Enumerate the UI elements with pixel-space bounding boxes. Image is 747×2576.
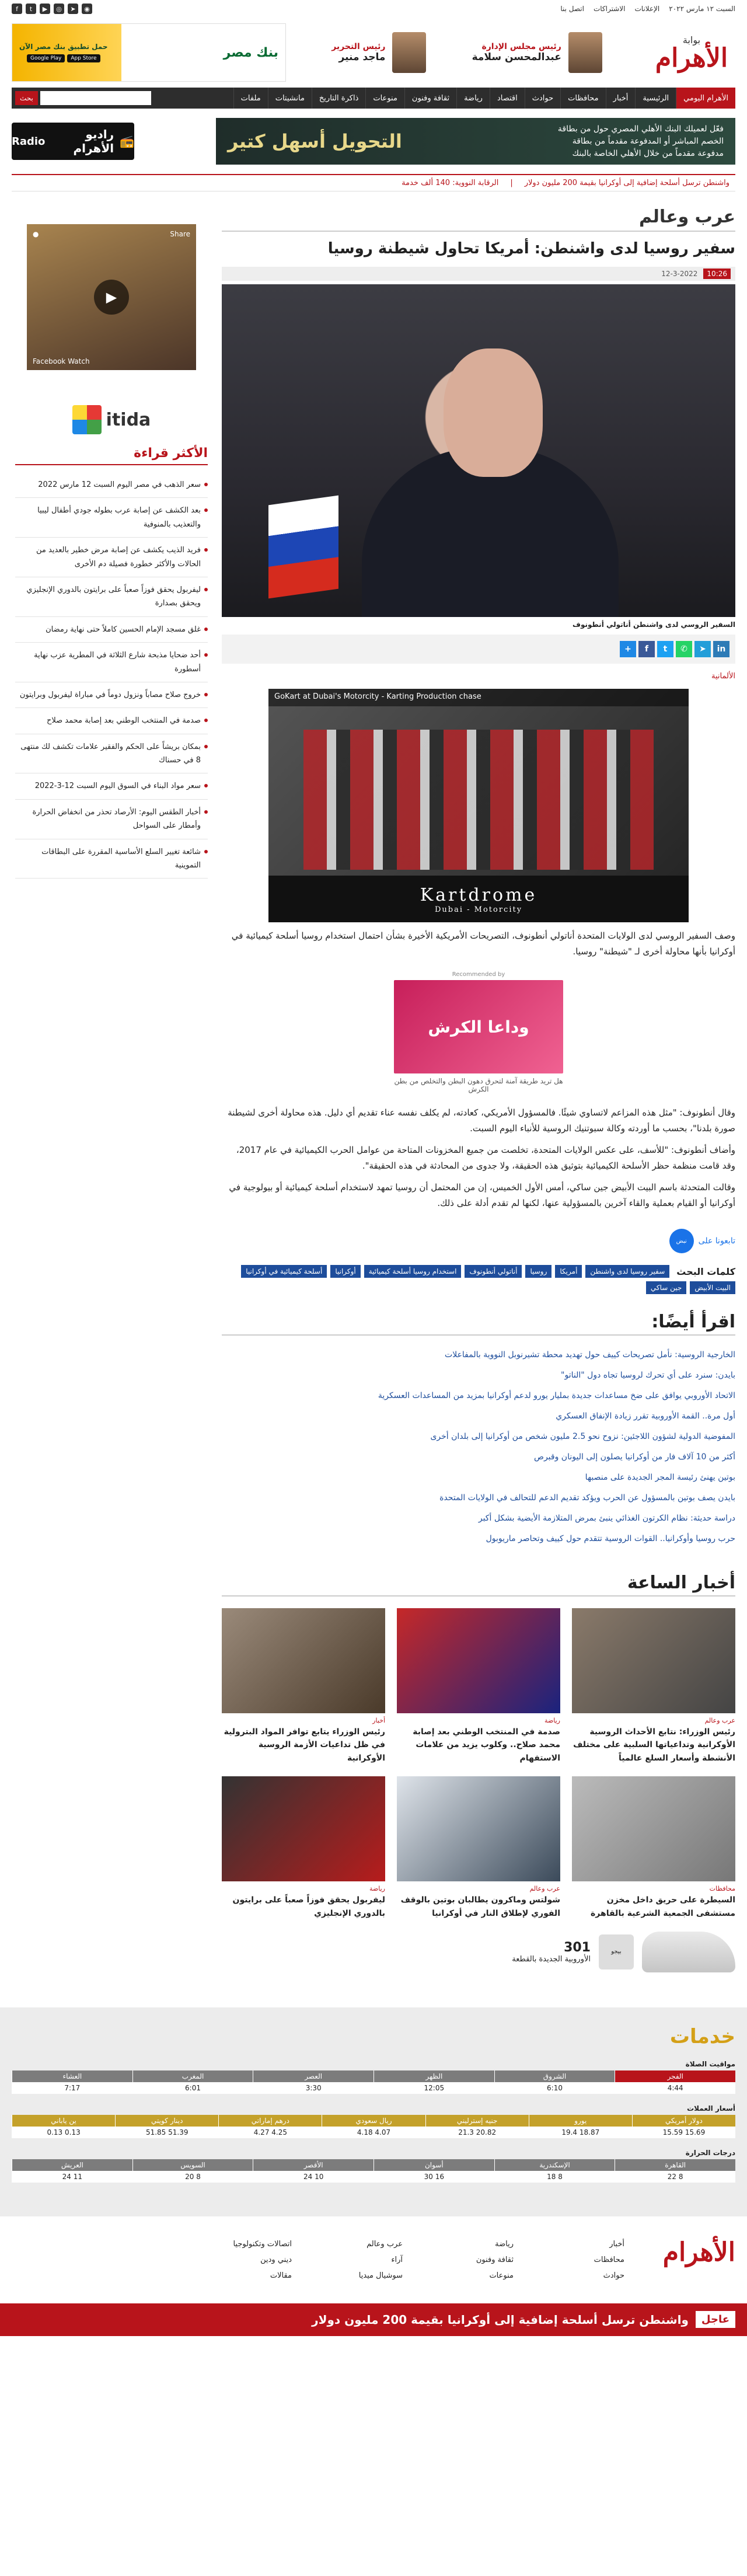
news-thumb bbox=[222, 1608, 385, 1713]
prayer-value: 12:05 bbox=[374, 2082, 494, 2094]
currency-head: جنيه إسترليني bbox=[425, 2115, 529, 2127]
urgent-label: عاجل bbox=[696, 2311, 735, 2328]
most-read-item[interactable]: خروج صلاح مصاباً ونزول دوماً في مباراة ليفربول وبرايتون bbox=[15, 682, 208, 708]
car-image bbox=[642, 1932, 735, 1972]
prayer-title: مواقيت الصلاة bbox=[685, 2059, 735, 2068]
temp-head: العريش bbox=[12, 2159, 132, 2171]
urgent-bar bbox=[0, 2303, 747, 2336]
site-header bbox=[12, 18, 735, 88]
urgent-news-link[interactable]: واشنطن ترسل أسلحة إضافية إلى أوكرانيا بقيمة 200 مليون دولار bbox=[312, 2312, 689, 2327]
contact-link[interactable]: اتصل بنا bbox=[560, 5, 584, 13]
article-paragraph: وقال أنطونوف: "مثل هذه المزاعم لاتساوي شيئًا. فالمسؤول الأمريكي، كعادته، لم يكلف نفسه عناء تقديم أي دليل. هذه محاولة أخرى لشيطنة صورة بلدنا"، بحسب ما أوردته وكالة سبوتنيك الروسية للأنباء اليوم السبت. bbox=[228, 1107, 735, 1134]
editor-name: ماجد منير bbox=[338, 51, 386, 63]
twitter-icon[interactable]: t bbox=[26, 4, 36, 14]
news-card-section: رياضة bbox=[544, 1717, 560, 1724]
most-read-item[interactable]: أخبار الطقس اليوم: الأرصاد تحذر من انخفاض الحرارة وأمطار على السواحل bbox=[15, 800, 208, 839]
news-card[interactable] bbox=[572, 1608, 735, 1765]
ad-text: حمل تطبيق بنك مصر الآن bbox=[19, 43, 108, 51]
read-also-title: اقرأ أيضًا: bbox=[222, 1312, 735, 1336]
search-input[interactable] bbox=[40, 91, 151, 105]
radio-icon: 📻 bbox=[120, 134, 134, 148]
play-icon[interactable]: ▶ bbox=[94, 280, 129, 315]
nav-culture[interactable]: ثقافة وفنون bbox=[404, 88, 456, 109]
news-card-section: أخبار bbox=[372, 1717, 385, 1724]
facebook-video-widget[interactable] bbox=[27, 224, 196, 370]
temp-value: 11 24 bbox=[12, 2171, 132, 2183]
temp-value: 10 24 bbox=[253, 2171, 374, 2183]
most-read-item[interactable]: سعر الذهب في مصر اليوم السبت 12 مارس 2022 bbox=[15, 472, 208, 498]
currency-value: 4.07 4.18 bbox=[322, 2127, 425, 2138]
prayer-head: الظهر bbox=[374, 2070, 494, 2082]
nav-governorates[interactable]: محافظات bbox=[560, 88, 605, 109]
currency-head: دولار أمريكي bbox=[632, 2115, 735, 2127]
nav-headlines[interactable]: مانشيتات bbox=[268, 88, 312, 109]
most-read-item[interactable]: فريد الذيب يكشف عن إصابة مرض خطير بالعديد من الحالات والأكثر خطورة فصيلة دم الأخرى bbox=[15, 538, 208, 577]
news-hour-title: أخبار الساعة bbox=[222, 1573, 735, 1597]
article-date: 12-3-2022 bbox=[661, 270, 698, 278]
read-also-link[interactable]: المفوضية الدولية لشؤون اللاجئين: نزوح نحو 2.5 مليون شخص من أوكرانيا إلى بلدان أخرى bbox=[430, 1432, 735, 1441]
most-read-item[interactable]: غلق مسجد الإمام الحسين كاملاً حتى نهاية رمضان bbox=[15, 617, 208, 643]
video-title: GoKart at Dubai's Motorcity - Karting Production chase bbox=[268, 689, 689, 706]
peugeot-ad[interactable] bbox=[222, 1932, 735, 1972]
keyword-tag[interactable]: البيت الأبيض bbox=[690, 1281, 735, 1294]
fb-avatar-icon: ● bbox=[33, 230, 39, 238]
news-card-section: عرب وعالم bbox=[704, 1717, 735, 1724]
keyword-tag[interactable]: سفير روسيا لدى واشنطن bbox=[585, 1265, 669, 1278]
news-thumb bbox=[397, 1608, 560, 1713]
news-thumb bbox=[222, 1776, 385, 1881]
instagram-icon[interactable]: ◎ bbox=[54, 4, 64, 14]
nav-ahram-daily[interactable]: الأهرام اليومي bbox=[676, 88, 735, 109]
share-bar bbox=[222, 635, 735, 664]
footer-logo[interactable]: الأهرام bbox=[662, 2237, 735, 2267]
prayer-value: 6:01 bbox=[132, 2082, 253, 2094]
date-text: السبت ١٢ مارس ٢٠٢٢ bbox=[669, 5, 735, 13]
google-play-badge: Google Play bbox=[27, 54, 65, 62]
most-read-item[interactable]: صدمة في المنتخب الوطني بعد إصابة محمد صلاح bbox=[15, 708, 208, 734]
site-logo[interactable]: بوابة الأهرام bbox=[655, 34, 728, 73]
footer-link[interactable]: رياضة bbox=[495, 2239, 514, 2249]
temp-value: 8 22 bbox=[615, 2171, 735, 2183]
app-store-badge: App Store bbox=[67, 54, 100, 62]
currency-value: 18.87 19.4 bbox=[529, 2127, 632, 2138]
footer-link[interactable]: آراء bbox=[391, 2255, 403, 2264]
linkedin-share-icon[interactable]: in bbox=[713, 641, 729, 657]
read-also-link[interactable]: بايدن يصف بوتين بالمسؤول عن الحرب ويؤكد تقديم الدعم للتحالف في الولايات المتحدة bbox=[439, 1493, 735, 1503]
nav-history[interactable]: ذاكرة التاريخ bbox=[312, 88, 365, 109]
most-read-item[interactable]: بعد الكشف عن إصابة عرب بطوله جودي أطفال ليبيا والتعذيب بالمنوفية bbox=[15, 498, 208, 538]
keyword-tag[interactable]: أسلحة كيميائية في أوكرانيا bbox=[241, 1265, 327, 1278]
news-card-title: ليفربول يحقق فوزاً صعباً على برايتون بالدوري الإنجليزي bbox=[232, 1895, 385, 1918]
article-hero-image bbox=[222, 284, 735, 617]
nav-home[interactable]: الرئيسية bbox=[635, 88, 676, 109]
telegram-icon[interactable]: ➤ bbox=[68, 4, 78, 14]
ads-link[interactable]: الإعلانات bbox=[634, 5, 660, 13]
prayer-head: المغرب bbox=[132, 2070, 253, 2082]
news-card-section: عرب وعالم bbox=[529, 1885, 560, 1893]
news-card-title: رئيس الوزراء يتابع توافر المواد البترولية في ظل تداعيات الأزمة الروسية الأوكرانية bbox=[224, 1727, 385, 1763]
footer-link[interactable]: ديني ودين bbox=[260, 2255, 292, 2264]
temp-title: درجات الحرارة bbox=[685, 2148, 735, 2157]
search-button[interactable]: بحث bbox=[15, 91, 38, 105]
article-meta bbox=[222, 267, 735, 281]
image-caption: السفير الروسي لدى واشنطن أناتولي أنطونوف bbox=[573, 621, 735, 629]
ticker-item[interactable]: واشنطن ترسل أسلحة إضافية إلى أوكرانيا بقيمة 200 مليون دولار bbox=[524, 179, 729, 187]
article-title: سفير روسيا لدى واشنطن: أمريكا تحاول شيطنة روسيا bbox=[327, 240, 735, 257]
nbe-ad-line-2: الخصم المباشر أو المدفوعة مقدماً من بطاقة bbox=[572, 136, 724, 146]
video-sub: Dubai - Motorcity bbox=[434, 905, 523, 914]
footer-link[interactable]: مقالات bbox=[270, 2271, 292, 2280]
services-section bbox=[0, 2007, 747, 2216]
keyword-tag[interactable]: أناتولي أنطونوف bbox=[465, 1265, 522, 1278]
news-card[interactable] bbox=[222, 1776, 385, 1920]
facebook-icon[interactable]: f bbox=[12, 4, 22, 14]
nbe-ad[interactable] bbox=[216, 118, 735, 165]
keywords bbox=[222, 1265, 735, 1294]
currency-head: يورو bbox=[529, 2115, 632, 2127]
currency-value: 15.69 15.59 bbox=[632, 2127, 735, 2138]
inline-ad[interactable] bbox=[394, 971, 563, 1093]
footer-link[interactable]: منوعات bbox=[489, 2271, 514, 2280]
editor-role: رئيس التحرير bbox=[331, 42, 386, 51]
more-share-icon[interactable]: + bbox=[620, 641, 636, 657]
footer-link[interactable]: ثقافة وفنون bbox=[476, 2255, 514, 2264]
news-card-title: شولتس وماكرون يطالبان بوتين بالوقف الفوري لإطلاق النار في أوكرانيا bbox=[400, 1895, 560, 1918]
chairman-name: عبدالمحسن سلامة bbox=[472, 51, 561, 63]
nabd-button[interactable]: نبض bbox=[669, 1229, 694, 1253]
keyword-tag[interactable]: جين ساكي bbox=[646, 1281, 686, 1294]
news-ticker: واشنطن ترسل أسلحة إضافية إلى أوكرانيا بقيمة 200 مليون دولار | الرقابة النووية: 140 ألف خدمة bbox=[12, 174, 735, 191]
currency-head: ين ياباني bbox=[12, 2115, 115, 2127]
currency-head: درهم إماراتي bbox=[218, 2115, 322, 2127]
fb-watch-label: Facebook Watch bbox=[33, 357, 90, 365]
main-column bbox=[222, 207, 735, 1984]
news-card[interactable] bbox=[572, 1776, 735, 1920]
embedded-video[interactable] bbox=[268, 689, 689, 922]
currency-title: أسعار العملات bbox=[687, 2104, 735, 2113]
temp-value: 8 20 bbox=[132, 2171, 253, 2183]
currency-rates bbox=[12, 2104, 735, 2138]
nbe-ad-line-1: فعّل لعميلك البنك الأهلي المصري حول من بطاقة bbox=[557, 124, 724, 134]
bank-misr-ad[interactable] bbox=[12, 23, 286, 82]
news-card[interactable] bbox=[397, 1776, 560, 1920]
facebook-share-icon[interactable]: f bbox=[638, 641, 655, 657]
temp-head: الإسكندرية bbox=[494, 2159, 615, 2171]
temp-value: 16 30 bbox=[374, 2171, 494, 2183]
ad-label: Recommended by bbox=[452, 971, 505, 978]
footer-link[interactable]: اتصالات وتكنولوجيا bbox=[233, 2239, 292, 2249]
twitter-share-icon[interactable]: t bbox=[657, 641, 673, 657]
keyword-tag[interactable]: أمريكا bbox=[555, 1265, 582, 1278]
section-title[interactable]: عرب وعالم bbox=[222, 207, 735, 232]
read-also-link[interactable]: بوتين يهنئ رئيسة المجر الجديدة على منصبها bbox=[585, 1473, 735, 1482]
read-also-link[interactable]: حرب روسيا وأوكرانيا.. القوات الروسية تتقدم حول كييف وتحاصر ماريوبول bbox=[486, 1534, 735, 1543]
prayer-value: 4:44 bbox=[615, 2082, 735, 2094]
itida-label: itida bbox=[106, 409, 151, 430]
subscriptions-link[interactable]: الاشتراكات bbox=[593, 5, 626, 13]
temp-head: الأقصر bbox=[253, 2159, 374, 2171]
read-also-link[interactable]: أول مرة.. القمة الأوروبية تقرر زيادة الإنفاق العسكري bbox=[556, 1411, 735, 1421]
peugeot-logo: بيجو bbox=[599, 1934, 634, 1970]
chairman-photo bbox=[568, 32, 602, 73]
news-thumb bbox=[572, 1776, 735, 1881]
chairman-role: رئيس مجلس الإدارة bbox=[481, 42, 561, 51]
itida-ad[interactable] bbox=[15, 393, 208, 446]
read-also-link[interactable]: دراسة حديثة: نظام الكرتون الغذائي ينبئ بمرض المتلازمة الأيضية بشكل أكبر bbox=[478, 1514, 735, 1523]
most-read-item[interactable]: بمكان بريشاً على الحكم والفقير علامات تكشف لك منتهى 8 في حسناك bbox=[15, 734, 208, 774]
most-read-item[interactable]: أحد ضحايا مذبحة شارع الثلاثة في المطرية عزب نهاية أسطورة bbox=[15, 643, 208, 682]
follow-text: تابعونا على bbox=[698, 1236, 735, 1246]
most-read-title: الأكثر قراءة bbox=[15, 446, 208, 465]
nav-sports[interactable]: رياضة bbox=[456, 88, 490, 109]
prayer-value: 6:10 bbox=[494, 2082, 615, 2094]
site-footer bbox=[12, 2216, 735, 2303]
news-card[interactable] bbox=[397, 1608, 560, 1765]
sidebar bbox=[15, 207, 208, 879]
footer-link[interactable]: حوادث bbox=[603, 2271, 624, 2280]
read-also-link[interactable]: بايدن: سنرد على أي تحرك لروسيا تجاه دول "الناتو" bbox=[561, 1371, 735, 1380]
footer-link[interactable]: محافظات bbox=[594, 2255, 624, 2264]
read-also bbox=[222, 1312, 735, 1549]
temp-head: أسوان bbox=[374, 2159, 494, 2171]
temp-value: 8 18 bbox=[494, 2171, 615, 2183]
ad-caption: هل تريد طريقة آمنة لتحرق دهون البطن والتخلص من بطن الكرش bbox=[394, 1077, 563, 1093]
russian-flag bbox=[268, 496, 338, 599]
prayer-times bbox=[12, 2060, 735, 2094]
prayer-head: الشروق bbox=[494, 2070, 615, 2082]
radio-ahram-button[interactable] bbox=[12, 123, 134, 160]
read-also-link[interactable]: الخارجية الروسية: نأمل تصريحات كييف حول تهديد محطة تشيرنوبل النووية بالمفاعلات bbox=[445, 1350, 735, 1360]
currency-head: دينار كويتي bbox=[115, 2115, 218, 2127]
rss-icon[interactable]: ◉ bbox=[82, 4, 92, 14]
news-card-title: السيطرة على حريق داخل مخزن مستشفى الجمعية الشرعية بالقاهرة bbox=[591, 1895, 735, 1918]
car-sub: الأوروبية الجديدة بالقطعة bbox=[512, 1954, 591, 1964]
keyword-tag[interactable]: أوكرانيا bbox=[330, 1265, 360, 1278]
whatsapp-share-icon[interactable]: ✆ bbox=[676, 641, 692, 657]
nbe-ad-line-3: مدفوعة مقدماً من خلال الأهلي الخاصة بالبنك bbox=[572, 148, 724, 158]
services-title: خدمات bbox=[669, 2024, 735, 2048]
keywords-title: كلمات البحث bbox=[676, 1266, 735, 1277]
chairman-box bbox=[472, 32, 602, 73]
most-read-item[interactable]: شائعة تغيير السلع الأساسية المقررة على البطاقات التموينية bbox=[15, 839, 208, 879]
most-read bbox=[15, 446, 208, 879]
nbe-ad-headline: التحويل أسهل كتير bbox=[228, 130, 402, 152]
most-read-item[interactable]: سعر مواد البناء في السوق اليوم السبت 12-3-2022 bbox=[15, 773, 208, 799]
car-model: 301 bbox=[564, 1940, 591, 1955]
article-time: 10:26 bbox=[703, 269, 731, 279]
banner-row bbox=[12, 113, 735, 169]
temp-head: السويس bbox=[132, 2159, 253, 2171]
nav-news[interactable]: أخبار bbox=[606, 88, 636, 109]
main-nav bbox=[12, 88, 735, 109]
ad-brand: بنك مصر bbox=[223, 45, 279, 60]
prayer-head: العشاء bbox=[12, 2070, 132, 2082]
ad-image: وداعا الكرش bbox=[394, 980, 563, 1073]
nav-accidents[interactable]: حوادث bbox=[525, 88, 560, 109]
prayer-head: العصر bbox=[253, 2070, 374, 2082]
search-box bbox=[15, 91, 151, 105]
nav-files[interactable]: ملفات bbox=[233, 88, 268, 109]
editor-box bbox=[331, 32, 426, 73]
news-hour bbox=[222, 1573, 735, 1972]
follow-us bbox=[222, 1229, 735, 1253]
currency-value: 20.82 21.3 bbox=[425, 2127, 529, 2138]
video-brand: Kartdrome bbox=[420, 885, 537, 905]
footer-link[interactable]: سوشيال ميديا bbox=[358, 2271, 403, 2280]
prayer-value: 3:30 bbox=[253, 2082, 374, 2094]
keyword-tag[interactable]: استخدام روسيا أسلحة كيميائية bbox=[364, 1265, 462, 1278]
news-thumb bbox=[397, 1776, 560, 1881]
temp-head: القاهرة bbox=[615, 2159, 735, 2171]
nav-economy[interactable]: اقتصاد bbox=[490, 88, 525, 109]
news-card-section: رياضة bbox=[369, 1885, 385, 1893]
temperatures bbox=[12, 2149, 735, 2183]
source-tag: الألمانية bbox=[711, 672, 735, 681]
news-card-title: رئيس الوزراء: نتابع الأحداث الروسية الأوكرانية وتداعياتها السلبية على مختلف الأنشطة وأسعار السلع عالمياً bbox=[573, 1727, 735, 1763]
currency-value: 4.25 4.27 bbox=[218, 2127, 322, 2138]
news-card[interactable] bbox=[222, 1608, 385, 1765]
fb-share[interactable]: Share bbox=[170, 230, 190, 238]
article-paragraph: وقالت المتحدثة باسم البيت الأبيض جين ساكي، أمس الأول الخميس، إن من المحتمل أن روسيا تمهد لاستخدام أسلحة كيميائية أو بيولوجية في أوكرانيا أو القيام بعملية والقاء آخرين بالمسؤولية عنها، لكنها لم تقدم أدلة على ذلك. bbox=[229, 1182, 735, 1208]
top-strip bbox=[12, 0, 735, 18]
article-paragraph: وصف السفير الروسي لدى الولايات المتحدة أناتولي أنطونوف، التصريحات الأمريكية الأخيرة بشأن احتمال استخدام روسيا أسلحة كيميائية في أوكرانيا بأنها محاولة أخرى لـ "شيطنة" روسيا. bbox=[231, 930, 735, 957]
radio-label-ar: راديو الأهرام bbox=[73, 127, 114, 155]
currency-value: 51.39 51.85 bbox=[115, 2127, 218, 2138]
prayer-head: الفجر bbox=[615, 2070, 735, 2082]
read-also-link[interactable]: الاتحاد الأوروبي يوافق على ضخ مساعدات جديدة بمليار يورو لدعم أوكرانيا بمزيد من المساعدات العسكرية bbox=[378, 1391, 735, 1400]
article-paragraph: وأضاف أنطونوف: "للأسف، على عكس الولايات المتحدة، تخلصت من جميع المخزونات المتاحة من عوامل الحرب الكيميائية في عام 2017، وقد قامت منظمة حظر الأسلحة الكيميائية بتوثيق هذه الحقيقة، ولا جدوى من المحادثة في هذه الحقيقة". bbox=[236, 1145, 735, 1171]
nav-misc[interactable]: منوعات bbox=[365, 88, 404, 109]
footer-link[interactable]: عرب وعالم bbox=[366, 2239, 403, 2249]
telegram-share-icon[interactable]: ➤ bbox=[694, 641, 711, 657]
itida-cube-icon bbox=[72, 405, 102, 434]
youtube-icon[interactable]: ▶ bbox=[40, 4, 50, 14]
most-read-item[interactable]: ليفربول يحقق فوزاً صعباً على برايتون بالدوري الإنجليزي ويحقق بصدارة bbox=[15, 577, 208, 617]
keyword-tag[interactable]: روسيا bbox=[525, 1265, 551, 1278]
social-icons bbox=[12, 4, 92, 14]
radio-label-en: Radio bbox=[12, 135, 46, 148]
news-thumb bbox=[572, 1608, 735, 1713]
currency-head: ريال سعودي bbox=[322, 2115, 425, 2127]
news-card-title: صدمة في المنتخب الوطني بعد إصابة محمد صلاح.. وكلوب يزيد من علامات الاستفهام bbox=[413, 1727, 560, 1763]
footer-link[interactable]: أخبار bbox=[609, 2239, 624, 2249]
currency-value: 0.13 0.13 bbox=[12, 2127, 115, 2138]
read-also-link[interactable]: أكثر من 10 آلاف فار من أوكرانيا يصلون إلى اليونان وقبرص bbox=[534, 1452, 735, 1462]
ticker-item[interactable]: الرقابة النووية: 140 ألف خدمة bbox=[402, 179, 499, 187]
editor-photo bbox=[392, 32, 426, 73]
prayer-value: 7:17 bbox=[12, 2082, 132, 2094]
news-card-section: محافظات bbox=[709, 1885, 735, 1893]
